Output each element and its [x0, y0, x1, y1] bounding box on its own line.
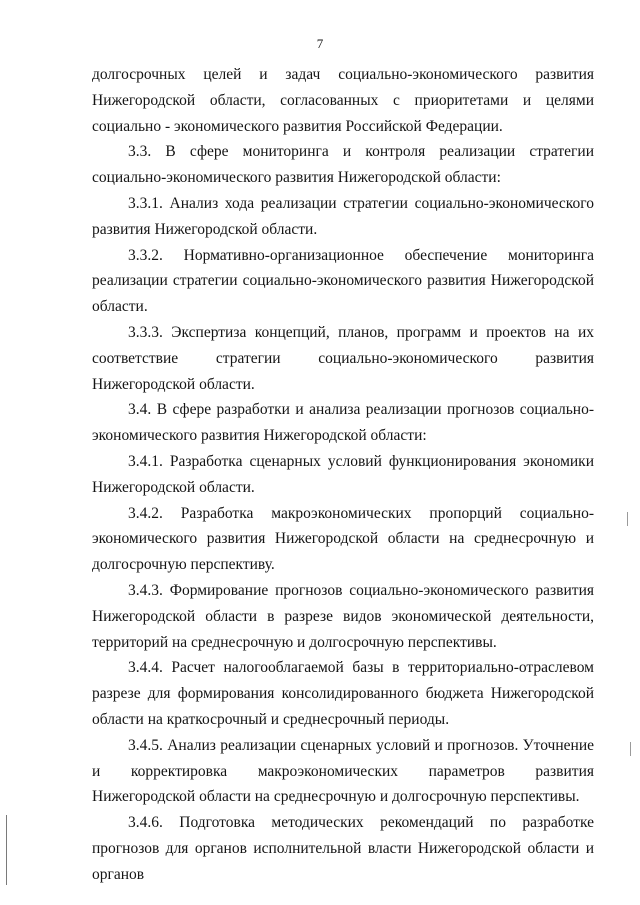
paragraph-3-3-2: 3.3.2. Нормативно-организационное обеспечение мониторинга реализации стратегии социально-экономического развития Нижегородской области. [92, 246, 594, 316]
scan-edge-mark-right [627, 512, 628, 526]
paragraph-3-3: 3.3. В сфере мониторинга и контроля реализации стратегии социально-экономического развития Нижегородской области: [92, 143, 594, 187]
scan-edge-mark-right [630, 742, 631, 756]
paragraph-3-4-1: 3.4.1. Разработка сценарных условий функционирования экономики Нижегородской области. [92, 452, 594, 496]
document-body [92, 62, 594, 888]
paragraph-3-4-5: 3.4.5. Анализ реализации сценарных условий и прогнозов. Уточнение и корректировка макроэкономических параметров развития Нижегородской области на среднесрочную и долгосрочную перспективы. [92, 736, 594, 806]
paragraph-3-3-3: 3.3.3. Экспертиза концепций, планов, программ и проектов на их соответствие стратегии социально-экономического развития Нижегородской области. [92, 323, 594, 393]
paragraph-continuation: долгосрочных целей и задач социально-экономического развития Нижегородской области, согласованных с приоритетами и целями социально - экономического развития Российской Федерации. [92, 66, 594, 135]
paragraph-3-4: 3.4. В сфере разработки и анализа реализации прогнозов социально-экономического развития Нижегородской области: [92, 401, 594, 445]
page-number: 7 [316, 36, 324, 51]
paragraph-3-4-6: 3.4.6. Подготовка методических рекомендаций по разработке прогнозов для органов исполнительной власти Нижегородской области и органов [92, 814, 594, 883]
paragraph-3-4-3: 3.4.3. Формирование прогнозов социально-экономического развития Нижегородской области в разрезе видов экономической деятельности, территорий на среднесрочную и долгосрочную перспективы. [92, 581, 594, 651]
scan-edge-mark-left [6, 815, 7, 885]
paragraph-3-4-4: 3.4.4. Расчет налогооблагаемой базы в территориально-отраслевом разрезе для формирования консолидированного бюджета Нижегородской области на краткосрочный и среднесрочный периоды. [92, 659, 594, 728]
paragraph-3-4-2: 3.4.2. Разработка макроэкономических пропорций социально-экономического развития Нижегородской области на среднесрочную и долгосрочную перспективу. [92, 504, 594, 574]
paragraph-3-3-1: 3.3.1. Анализ хода реализации стратегии социально-экономического развития Нижегородской области. [92, 194, 594, 238]
